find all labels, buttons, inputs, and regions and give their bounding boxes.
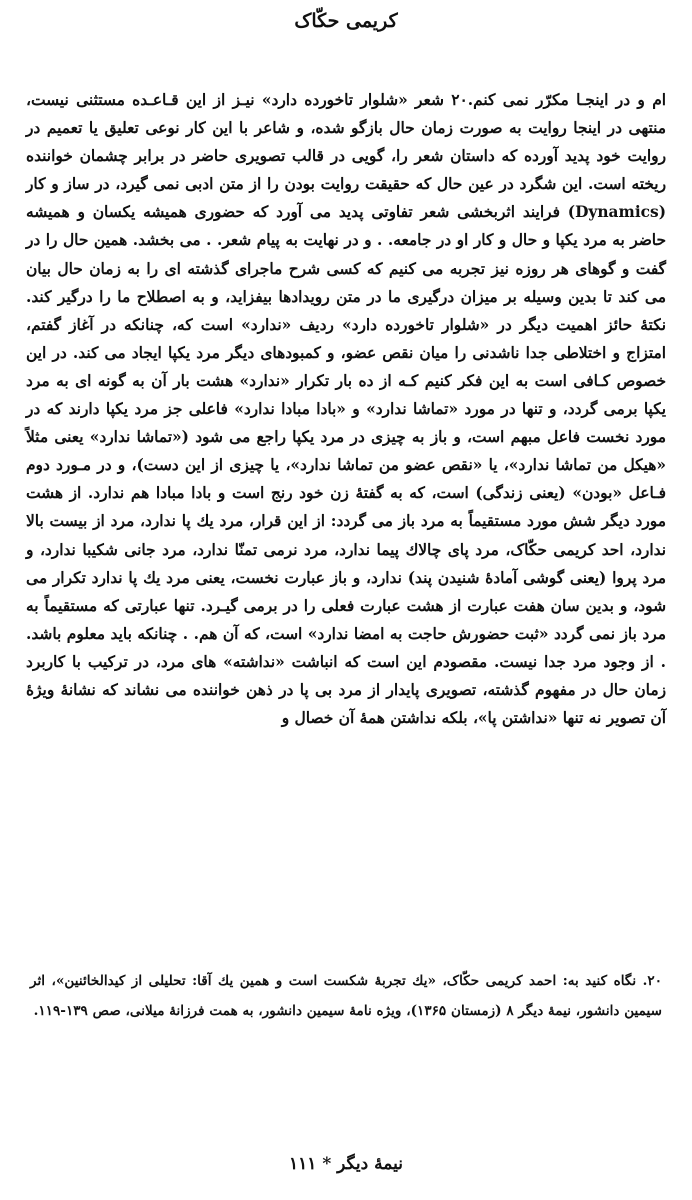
- footnote: [30, 966, 662, 1026]
- footnote-text: ۲۰. نگاه کنید به: احمد کریمی حکّاک، «یك تجربهٔ شکست است و همین یك آقا: تحلیلی از کیدالخائنین»، اثر سیمین دانشور، نیمهٔ دیگر ۸ (زمستان ۱۳۶۵)، ویژه نامهٔ سیمین دانشور، به همت فرزانهٔ میلانی، صص ۱۳۹-۱۱۹.: [30, 973, 662, 1019]
- page-folio: نیمهٔ دیگر * ۱۱۱: [289, 1154, 403, 1174]
- running-title: کریمی حکّاک: [294, 10, 398, 32]
- body-text: [26, 86, 666, 732]
- body-paragraph: ام و در اینجـا مکرّر نمی کنم.۲۰ شعر «شلوار تاخورده دارد» نیـز از این قـاعـده مستثنی نیست، منتهی در اینجا روایت به صورت زمان حال بازگو شده، و شاعر با این کار نوعی تعلیق یا تعمیم در روایت خود پدید آورده که داستان شعر را، گویی در قالب تصویری حاضر در برابر چشمان خواننده ریخته است. این شگرد در عین حال که حقیقت روایت بودن را از متن ادبی نمی گیرد، در ساز و کار (Dynamics) فرایند اثربخشی شعر تفاوتی پدید می آورد که حضوری همیشه یکسان و همیشه حاضر به مرد یکپا و حال و کار او در جامعه. . و در نهایت به پیام شعر. . می بخشد. همین حال را در گفت و گوهای هر روزه نیز تجربه می کنیم که کسی شرح ماجرای گذشته ای را به زمان حال بیان می کند تا بدین وسیله بر میزان درگیری ما در متن رویدادها بیفزاید، و به اصطلاح ما را درگیر کند. نکتهٔ حائز اهمیت دیگر در «شلوار تاخورده دارد» ردیف «ندارد» است که، چنانکه در آغاز گفتم، امتزاج و اختلاطی جدا ناشدنی را میان نقص عضو، و کمبودهای دیگر مرد یکپا ایجاد می کند. در این خصوص کـافی است به این فکر کنیم کـه از ده بار تکرار «ندارد» هشت بار آن به گونه ای به مرد یکپا برمی گردد، و تنها در مورد «تماشا ندارد» و «بادا مبادا ندارد» فاعلی جز مرد یکپا دارند که در مورد نخست فاعل مبهم است، و باز به چیزی در مرد یکپا راجع می شود («تماشا ندارد» یعنی مثلاً «هیکل من تماشا ندارد»، یا «نقص عضو من تماشا ندارد»، یا چیزی از این دست)، و در مـورد دوم فـاعل «بودن» (یعنی زندگی) است، که به گفتهٔ زن خود رنج است و بادا مبادا هم ندارد. از هشت مورد دیگر شش مورد مستقیماً به مرد باز می گردد: از این قرار، مرد یك پا ندارد، مرد از بیست بالا ندارد، احد کریمی حکّاک، مرد پای چالاك پیما ندارد، مرد نرمی تمنّا ندارد، مرد جانی شکیبا ندارد، و مرد پروا (یعنی گوشی آمادهٔ شنیدن پند) ندارد، و باز عبارت نخست، یعنی مرد یك پا ندارد تکرار می شود، و بدین سان هفت عبارت از هشت عبارت فعلی را در برمی گیـرد. تنها عبارتی که مستقیماً به مرد باز نمی گردد «ثبت حضورش حاجت به امضا ندارد» است، که آن هم. . چنانکه باید معلوم باشد. . از وجود مرد جدا نیست. مقصودم این است که انباشت «نداشته» های مرد، در ترکیب با کاربرد زمان حال در مفهوم گذشته، تصویری پایدار از مرد بی پا در ذهن خواننده می نشاند که نشانهٔ ویژهٔ آن تصویر نه تنها «نداشتن پا»، بلکه نداشتن همهٔ آن خصال و: [26, 91, 666, 728]
